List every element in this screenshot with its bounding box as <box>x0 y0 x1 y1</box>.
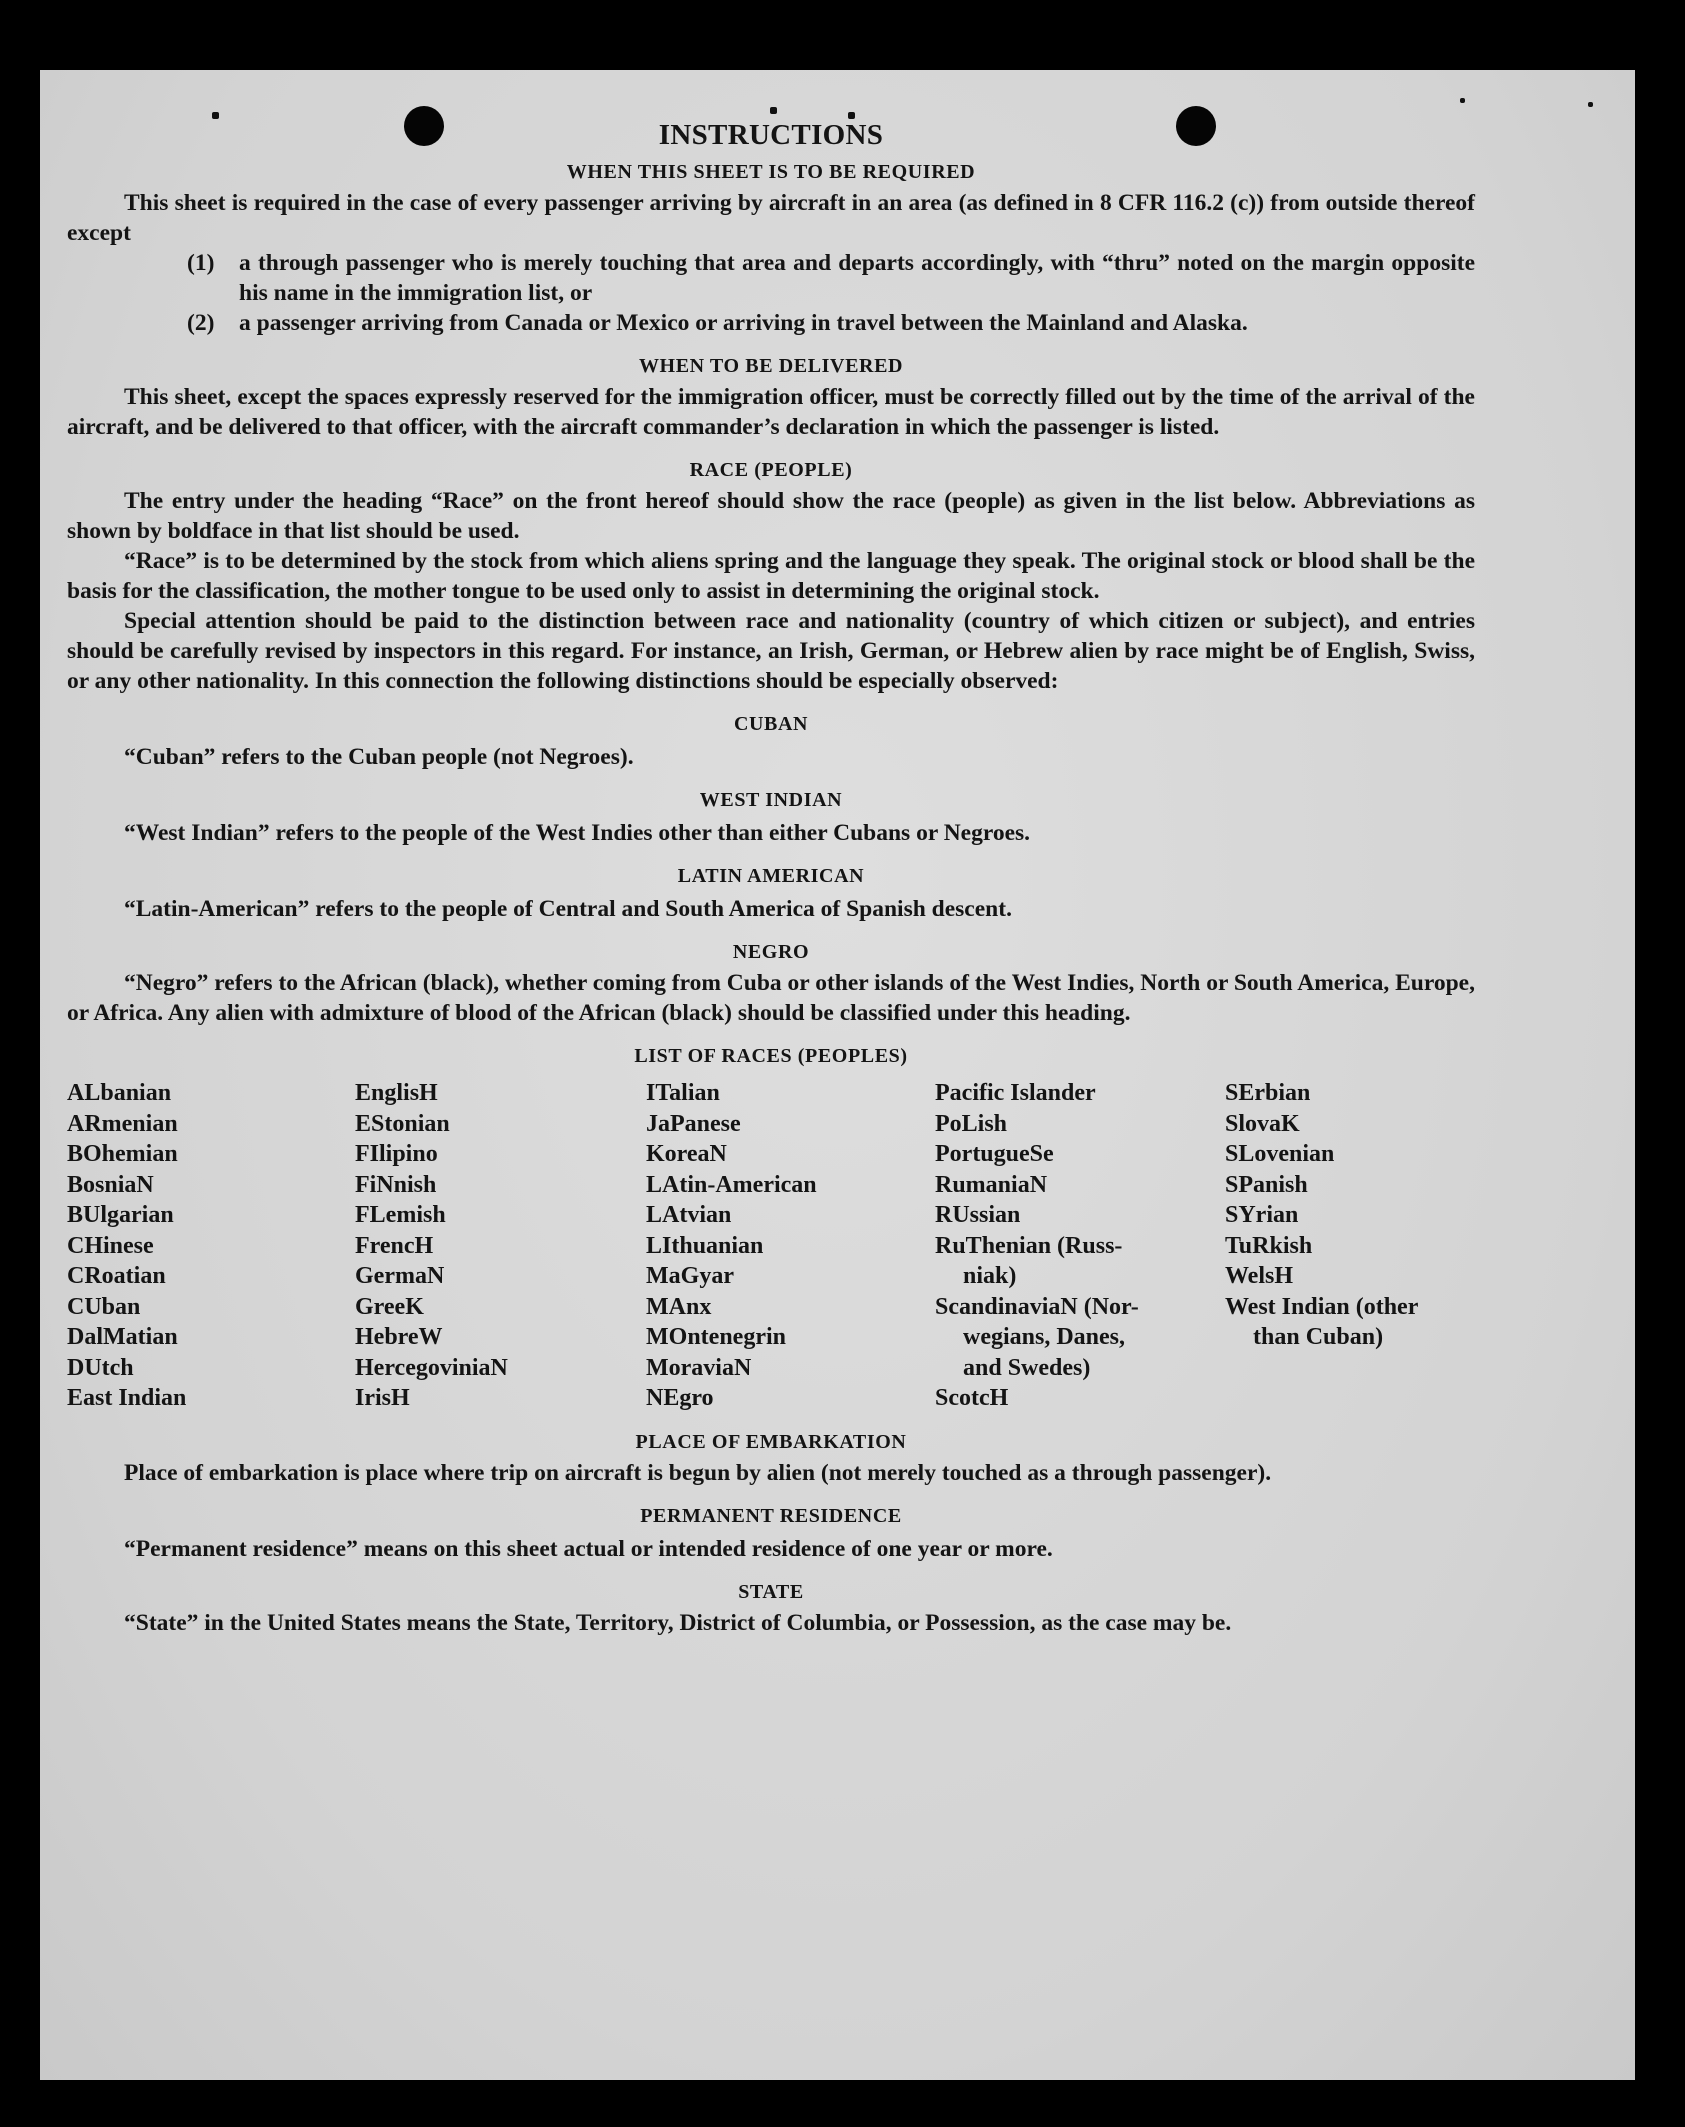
race-entry-continuation: wegians, Danes, <box>963 1324 1126 1350</box>
race-entry: CRoatian <box>67 1263 166 1289</box>
race-entry: FLemish <box>355 1202 446 1228</box>
races-column-1 <box>67 1078 355 1414</box>
page-title: INSTRUCTIONS <box>658 119 884 151</box>
race-entry: West Indian (other <box>1225 1293 1419 1320</box>
race-entry: SErbian <box>1225 1080 1311 1106</box>
race-entry: SLovenian <box>1225 1141 1335 1167</box>
race-entry: WelsH <box>1225 1263 1294 1289</box>
exception-item-number: (2) <box>187 310 215 336</box>
heading-embarkation: PLACE OF EMBARKATION <box>635 1430 907 1453</box>
heading-latin-american: LATIN AMERICAN <box>677 865 865 887</box>
race-entry: DalMatian <box>67 1324 178 1350</box>
speck-mark <box>770 107 777 114</box>
races-column-2 <box>355 1078 646 1414</box>
race-entry: MaGyar <box>646 1263 734 1289</box>
latin-american-text: “Latin-American” refers to the people of Central and South America of Spanish descent. <box>124 896 1012 922</box>
race-entry: MAnx <box>646 1293 712 1320</box>
heading-west-indian: WEST INDIAN <box>699 789 843 811</box>
state-text: “State” in the United States means the State, Territory, District of Columbia, or Possession, as the case may be. <box>124 1609 1232 1636</box>
races-list <box>67 1078 1475 1414</box>
race-entry: BosniaN <box>67 1171 154 1198</box>
race-paragraph-2: “Race” is to be determined by the stock from which aliens spring and the language they speak. The original stock or blood shall be the basis for the classification, the mother tongue to be used only to assist in determining the original stock. <box>67 548 1475 604</box>
race-entry: RuThenian (Russ- <box>935 1232 1123 1259</box>
race-entry: RumaniaN <box>935 1171 1048 1198</box>
race-entry: Pacific Islander <box>935 1080 1096 1106</box>
race-entry: FIlipino <box>355 1141 438 1167</box>
race-entry: NEgro <box>646 1385 714 1411</box>
when-required-intro: This sheet is required in the case of every passenger arriving by aircraft in an area (as defined in 8 CFR 116.2 (c)) from outside thereof except <box>67 190 1475 246</box>
race-entry: ALbanian <box>67 1080 172 1106</box>
race-entry: GermaN <box>355 1263 445 1289</box>
exception-item-1 <box>67 248 1475 308</box>
heading-permanent-residence: PERMANENT RESIDENCE <box>640 1504 902 1527</box>
race-entry: IrisH <box>355 1385 410 1411</box>
speck-mark <box>1460 98 1465 103</box>
races-column-4 <box>935 1078 1225 1414</box>
race-entry: HebreW <box>355 1324 443 1350</box>
heading-list-of-races: LIST OF RACES (PEOPLES) <box>634 1045 908 1067</box>
race-entry: East Indian <box>67 1385 187 1411</box>
race-entry: ScandinaviaN (Nor- <box>935 1293 1139 1320</box>
race-entry: KoreaN <box>646 1141 727 1167</box>
race-entry: EStonian <box>355 1110 450 1137</box>
race-entry: SlovaK <box>1225 1110 1300 1137</box>
exception-item-text: a through passenger who is merely touching that area and departs accordingly, with “thru” noted on the margin opposite his name in the immigration list, or <box>239 250 1475 306</box>
race-entry: RUssian <box>935 1202 1021 1228</box>
race-entry: SPanish <box>1225 1171 1308 1198</box>
race-entry: MoraviaN <box>646 1354 752 1381</box>
race-entry: ARmenian <box>67 1110 178 1137</box>
race-entry: ScotcH <box>935 1385 1009 1411</box>
exception-item-number: (1) <box>187 250 215 276</box>
race-entry: LAtvian <box>646 1202 732 1228</box>
negro-text: “Negro” refers to the African (black), whether coming from Cuba or other islands of the West Indies, North or South America, Europe, or Africa. Any alien with admixture of blood of the African (black) should be classified under this heading. <box>67 970 1475 1026</box>
heading-when-required: WHEN THIS SHEET IS TO BE REQUIRED <box>566 161 976 183</box>
residence-text: “Permanent residence” means on this sheet actual or intended residence of one year or more. <box>124 1535 1053 1562</box>
cuban-text: “Cuban” refers to the Cuban people (not Negroes). <box>124 744 634 770</box>
race-entry: LAtin-American <box>646 1171 817 1198</box>
speck-mark <box>1588 102 1593 107</box>
race-entry: BOhemian <box>67 1141 178 1167</box>
instructions-content <box>67 118 1475 1638</box>
heading-race: RACE (PEOPLE) <box>689 459 853 481</box>
race-entry: JaPanese <box>646 1110 741 1137</box>
race-entry: LIthuanian <box>646 1232 764 1259</box>
race-entry: EnglisH <box>355 1080 438 1106</box>
exception-item-2 <box>67 308 1475 338</box>
when-delivered-text: This sheet, except the spaces expressly reserved for the immigration officer, must be correctly filled out by the time of the arrival of the aircraft, and be delivered to that officer, with the aircraft commander’s declaration in which the passenger is listed. <box>67 384 1475 440</box>
race-entry-continuation: niak) <box>963 1263 1017 1289</box>
race-entry: PortugueSe <box>935 1141 1054 1167</box>
race-entry: BUlgarian <box>67 1202 174 1228</box>
race-paragraph-1: The entry under the heading “Race” on the front hereof should show the race (people) as given in the list below. Abbreviations as shown by boldface in that list should be used. <box>67 488 1475 544</box>
race-entry: HercegoviniaN <box>355 1354 508 1381</box>
race-entry: MOntenegrin <box>646 1324 786 1350</box>
races-column-5 <box>1225 1078 1475 1414</box>
race-entry: CUban <box>67 1293 141 1320</box>
race-paragraph-3: Special attention should be paid to the distinction between race and nationality (country of which citizen or subject), and entries should be carefully revised by inspectors in this regard. For instance, an Irish, German, or Hebrew alien by race might be of English, Swiss, or any other nationality. In this connection the following distinctions should be especially observed: <box>67 608 1475 694</box>
race-entry: CHinese <box>67 1232 154 1259</box>
heading-negro: NEGRO <box>732 941 810 963</box>
race-entry: SYrian <box>1225 1202 1299 1228</box>
race-entry: FrencH <box>355 1232 434 1259</box>
exception-item-text: a passenger arriving from Canada or Mexico or arriving in travel between the Mainland and Alaska. <box>239 310 1248 336</box>
heading-cuban: CUBAN <box>733 713 809 735</box>
race-entry: PoLish <box>935 1110 1008 1137</box>
race-entry: ITalian <box>646 1080 720 1106</box>
race-entry-continuation: and Swedes) <box>963 1354 1091 1381</box>
races-column-3 <box>646 1078 935 1414</box>
race-entry: FiNnish <box>355 1171 437 1198</box>
heading-when-delivered: WHEN TO BE DELIVERED <box>638 355 904 377</box>
race-entry-continuation: than Cuban) <box>1253 1324 1384 1350</box>
race-entry: TuRkish <box>1225 1232 1313 1259</box>
west-indian-text: “West Indian” refers to the people of the West Indies other than either Cubans or Negroes. <box>124 820 1031 846</box>
race-entry: DUtch <box>67 1354 134 1381</box>
heading-state: STATE <box>738 1580 804 1603</box>
race-entry: GreeK <box>355 1293 424 1320</box>
embarkation-text: Place of embarkation is place where trip on aircraft is begun by alien (not merely touched as a through passenger). <box>124 1459 1272 1486</box>
